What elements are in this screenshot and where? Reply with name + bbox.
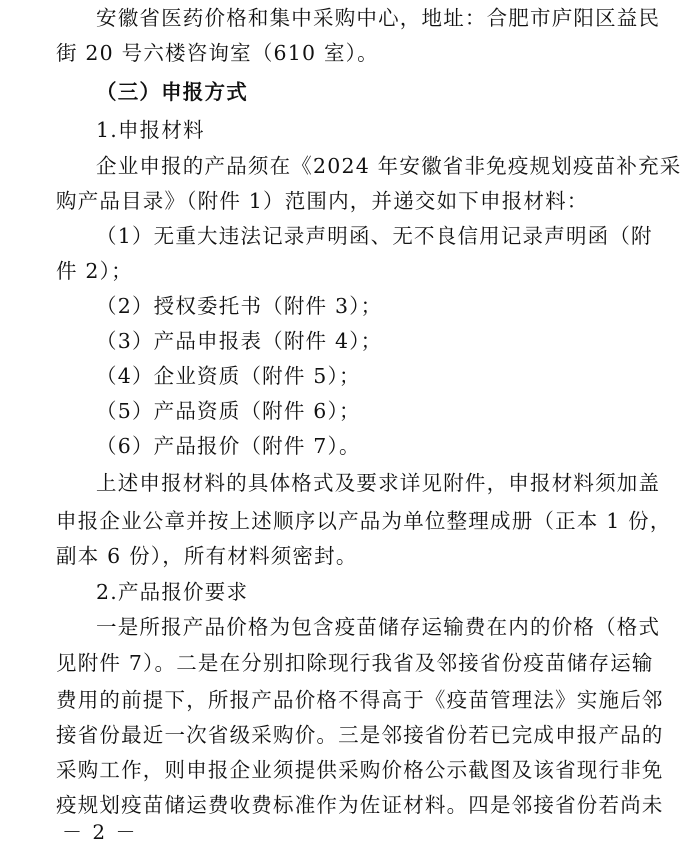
body-line: 企业申报的产品须在《2024 年安徽省非免疫规划疫苗补充采 <box>96 154 682 178</box>
body-line: 一是所报产品价格为包含疫苗储存运输费在内的价格（格式 <box>96 615 661 639</box>
body-line: 街 20 号六楼咨询室（610 室）。 <box>56 41 379 65</box>
list-item: （3）产品申报表（附件 4）； <box>96 329 383 353</box>
list-item: （1）无重大违法记录声明函、无不良信用记录声明函（附 <box>96 224 653 248</box>
body-line: 购产品目录》（附件 1）范围内，并递交如下申报材料： <box>56 189 589 213</box>
list-item: （6）产品报价（附件 7）。 <box>96 434 361 458</box>
list-item: （4）企业资质（附件 5）； <box>96 364 361 388</box>
body-line: 申报企业公章并按上述顺序以产品为单位整理成册（正本 1 份， <box>56 509 672 533</box>
body-line: 费用的前提下，所报产品价格不得高于《疫苗管理法》实施后邻 <box>56 688 664 712</box>
body-line: 件 2）； <box>56 259 133 283</box>
body-line: 采购工作，则申报企业须提供采购价格公示截图及该省现行非免 <box>56 758 664 782</box>
subsection-heading: 2.产品报价要求 <box>96 580 249 604</box>
section-heading: （三）申报方式 <box>96 80 248 104</box>
body-line: 疫规划疫苗储运费收费标准作为佐证材料。四是邻接省份若尚未 <box>56 793 664 817</box>
body-line: 副本 6 份），所有材料须密封。 <box>56 544 358 568</box>
body-line: 接省份最近一次省级采购价。三是邻接省份若已完成申报产品的 <box>56 723 664 747</box>
page-number: － 2 － <box>62 820 138 844</box>
subsection-heading: 1.申报材料 <box>96 118 205 142</box>
list-item: （5）产品资质（附件 6）； <box>96 399 361 423</box>
body-line: 上述申报材料的具体格式及要求详见附件，申报材料须加盖 <box>96 471 661 495</box>
body-line: 安徽省医药价格和集中采购中心，地址：合肥市庐阳区益民 <box>96 6 661 30</box>
list-item: （2）授权委托书（附件 3）； <box>96 294 383 318</box>
body-line: 见附件 7）。二是在分别扣除现行我省及邻接省份疫苗储存运输 <box>56 651 654 675</box>
